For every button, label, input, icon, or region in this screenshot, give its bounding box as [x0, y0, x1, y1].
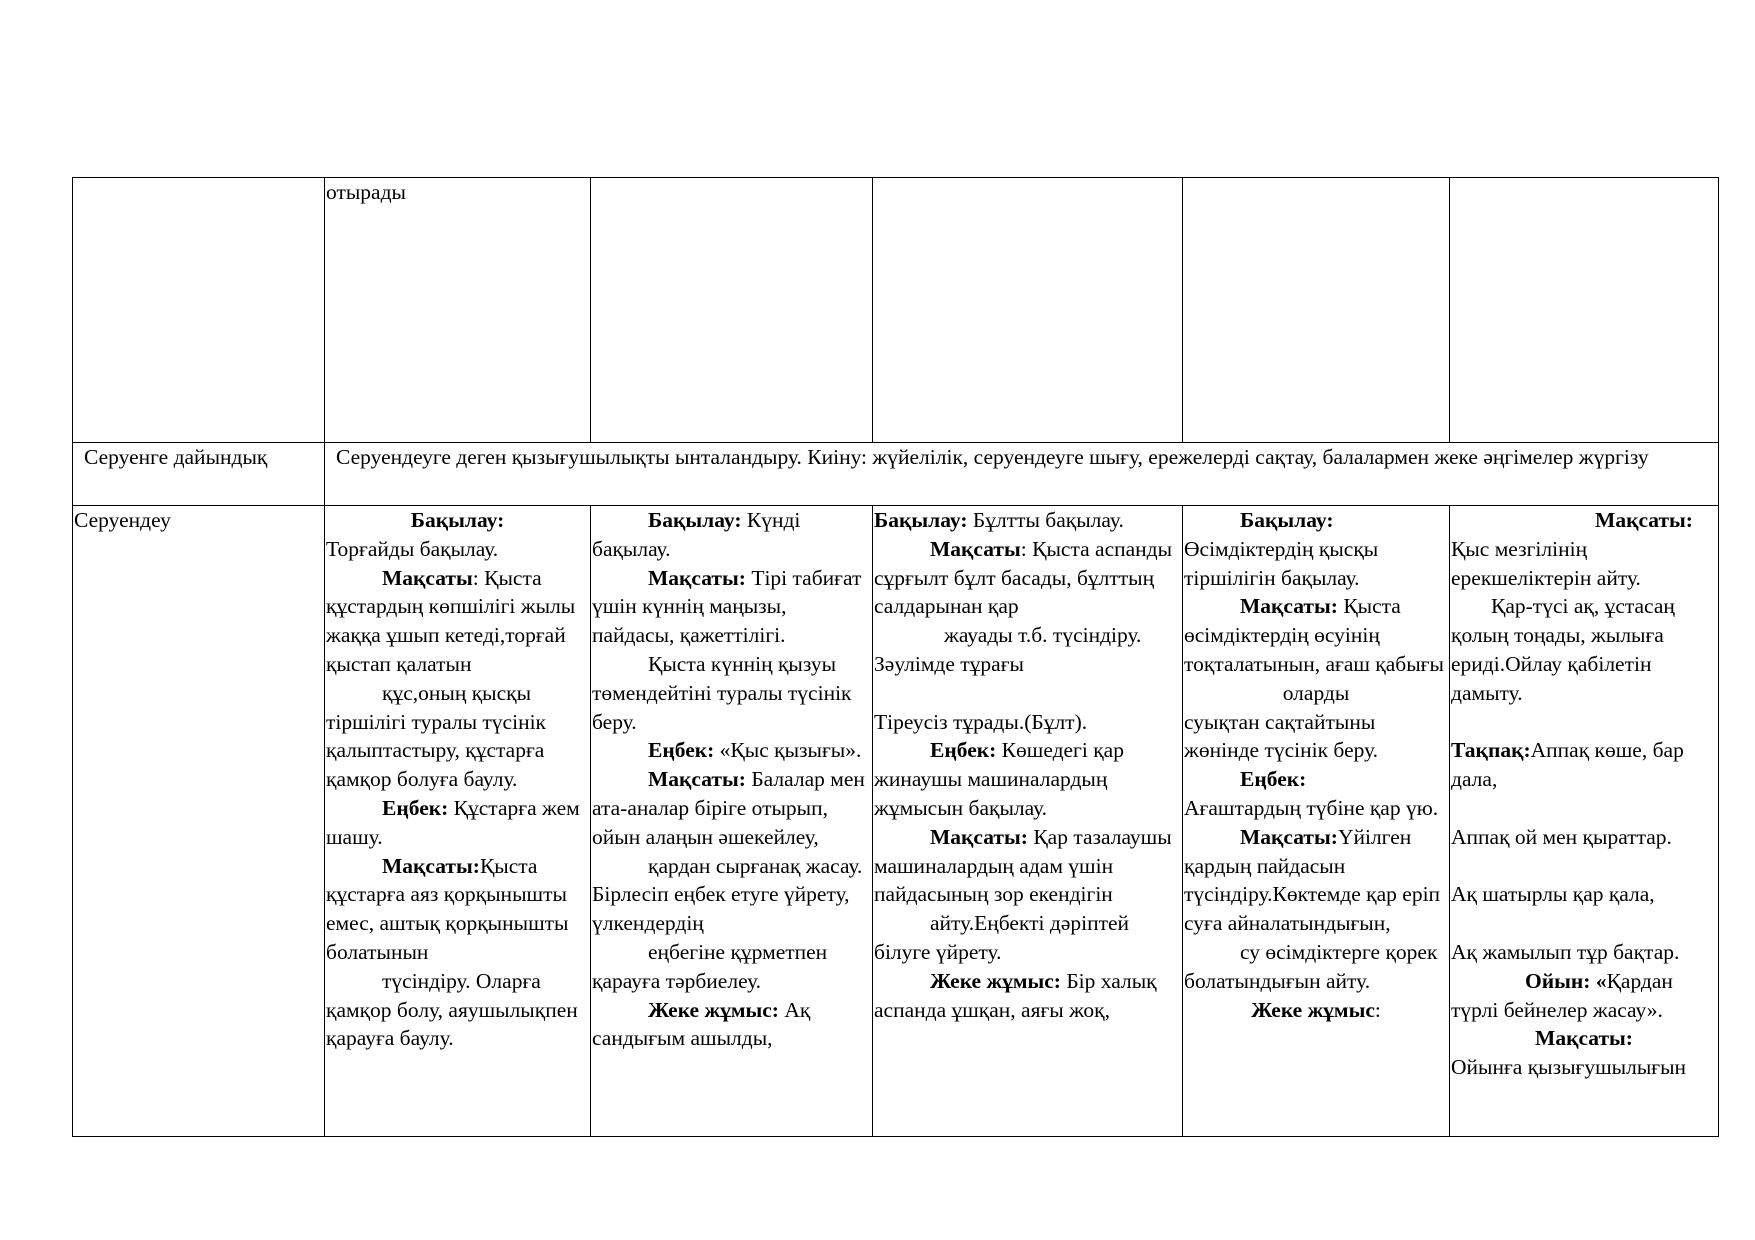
table-cell-row-label — [73, 443, 325, 506]
goal-paragraph: Мақсаты: Тірі табиғат үшін күннің маңызы, пайдасы, қажеттілігі. — [592, 565, 862, 648]
goal-paragraph: Мақсаты: Қыста аспанды сұрғылт бұлт басады, бұлттың салдарынан қар — [874, 536, 1173, 619]
poem-line-4: Ақ жамылып тұр бақтар. — [1451, 939, 1680, 964]
goal2-paragraph: Мақсаты:Үйілген қардың пайдасын түсіндіру.Көктемде қар еріп суға айналатындығын, — [1184, 824, 1441, 936]
goal-heading: Мақсаты: — [1595, 508, 1693, 532]
row-label-walk: Серуендеу — [74, 508, 171, 532]
blank-line — [1451, 909, 1717, 938]
table-cell-merged — [325, 443, 1719, 506]
table-row-walk-preparation — [73, 443, 1719, 506]
work-paragraph: Еңбек: Көшедегі қар жинаушы машиналардың жұмысын бақылау. — [874, 738, 1124, 820]
table-row-continuation — [73, 178, 1719, 443]
goal2-paragraph-cont: су өсімдіктерге қорек болатындығын айту. — [1184, 939, 1438, 993]
blank-line — [1451, 708, 1717, 737]
individual-work-paragraph: Жеке жұмыс: Ақ сандығым ашылды, — [592, 997, 811, 1051]
observation-paragraph: Бақылау: Бұлтты бақылау. — [874, 508, 1124, 532]
table-cell-friday-walk — [1450, 506, 1719, 1137]
goal2-paragraph-cont: айту.Еңбекті дәріптей білуге үйрету. — [874, 911, 1130, 964]
goal2-paragraph: Мақсаты:Қыста құстарға аяз қорқынышты емес, аштық қорқынышты болатынын — [326, 853, 569, 964]
goal2-paragraph-cont: түсіндіру. Оларға қамқор болу, аяушылықпен қарауға баулу. — [326, 968, 578, 1051]
goal2-text: Ойынға қызығушылығын — [1451, 1055, 1687, 1080]
table-cell-tuesday-walk — [591, 506, 873, 1137]
goal2-paragraph: Мақсаты: Қар тазалаушы машиналардың адам үшін пайдасының зор екендігін — [874, 824, 1172, 907]
observation-paragraph: Бақылау: Күнді бақылау. — [592, 508, 801, 561]
walk-preparation-text: Серуендеуге деген қызығушылықты ынталандыру. Киіну: жүйелілік, серуендеуге шығу, ережелерді сақтау, балалармен жеке әңгімелер жүргізу — [336, 445, 1649, 469]
goal-paragraph: Мақсаты: Қыста құстардың көпшілігі жылы жаққа ұшып кетеді,торғай қыстап қалатын — [326, 565, 576, 676]
row-label-walk-preparation: Серуенге дайындық — [84, 445, 268, 469]
goal-paragraph-cont2: суықтан сақтайтыны жөнінде түсінік беру. — [1184, 709, 1379, 763]
table-cell-row-label — [73, 506, 325, 1137]
goal2-paragraph-cont: қардан сырғанақ жасау. Бірлесіп еңбек етуге үйрету, үлкендердің — [592, 853, 863, 936]
riddle-line-2: Тіреусіз тұрады.(Бұлт). — [874, 709, 1088, 734]
table-cell-monday — [325, 178, 591, 443]
individual-work-paragraph: Жеке жұмыс: Бір халық аспанда ұшқан, аяғы жоқ, — [874, 968, 1157, 1022]
lesson-plan-table — [72, 177, 1719, 1137]
riddle-line-1: Зәулімде тұрағы — [874, 651, 1024, 676]
observation-text: Торғайды бақылау. — [326, 536, 499, 561]
winter-sun-text: Қыста күннің қызуы төмендейтіні туралы түсінік беру. — [592, 651, 852, 734]
blank-line — [874, 679, 1181, 708]
work-paragraph: Еңбек: «Қыс қызығы». — [648, 738, 862, 763]
goal2-paragraph-cont2: еңбегіне құрметпен қарауға тәрбиелеу. — [592, 939, 828, 993]
table-cell-wednesday-walk — [873, 506, 1183, 1137]
goal-text: Қыс мезгілінің ерекшеліктерін айту. — [1451, 536, 1641, 590]
goal-paragraph-cont: құс,оның қысқы тіршілігі туралы түсінік қалыптастыру, құстарға қамқор болуға баулу. — [326, 680, 546, 792]
poem-line-1: Тақпақ:Аппақ көше, бар дала, — [1451, 738, 1684, 792]
goal-paragraph: Мақсаты: Қыста өсімдіктердің өсуінің тоқталатынын, ағаш қабығы — [1184, 594, 1444, 676]
goal-paragraph-cont: жауады т.б. түсіндіру. — [944, 623, 1142, 648]
goal2-heading: Мақсаты: — [1535, 1026, 1633, 1051]
table-cell-monday-walk — [325, 506, 591, 1137]
goal2-paragraph: Мақсаты: Балалар мен ата-аналар біріге отырып, ойын алаңын әшекейлеу, — [592, 767, 865, 849]
poem-line-3: Ақ шатырлы қар қала, — [1451, 882, 1655, 907]
observation-heading: Бақылау: — [1240, 508, 1334, 532]
table-cell-wednesday — [873, 178, 1183, 443]
work-paragraph: Еңбек: Құстарға жем шашу. — [326, 795, 580, 849]
table-cell-tuesday — [591, 178, 873, 443]
table-cell-label-empty — [73, 178, 325, 443]
blank-line — [1451, 794, 1717, 823]
individual-work-heading: Жеке жұмыс: — [1251, 997, 1381, 1022]
goal-paragraph-cont: оларды — [1282, 680, 1350, 705]
cell-text: отырады — [326, 180, 406, 204]
work-heading: Еңбек: — [1240, 767, 1307, 792]
table-cell-thursday — [1183, 178, 1450, 443]
blank-line — [1451, 852, 1717, 881]
goal-text-cont: Қар-түсі ақ, ұстасаң қолың тоңады, жылыға ериді.Ойлау қабілетін дамыту. — [1451, 594, 1675, 705]
poem-line-2: Аппақ ой мен қыраттар. — [1451, 824, 1672, 849]
game-paragraph: Ойын: «Қардан түрлі бейнелер жасау». — [1451, 968, 1673, 1022]
work-text: Ағаштардың түбіне қар үю. — [1184, 795, 1439, 820]
table-cell-friday — [1450, 178, 1719, 443]
observation-heading: Бақылау: — [410, 508, 505, 532]
table-cell-thursday-walk — [1183, 506, 1450, 1137]
observation-text: Өсімдіктердің қысқы тіршілігін бақылау. — [1184, 536, 1379, 590]
table-row-walk — [73, 506, 1719, 1137]
